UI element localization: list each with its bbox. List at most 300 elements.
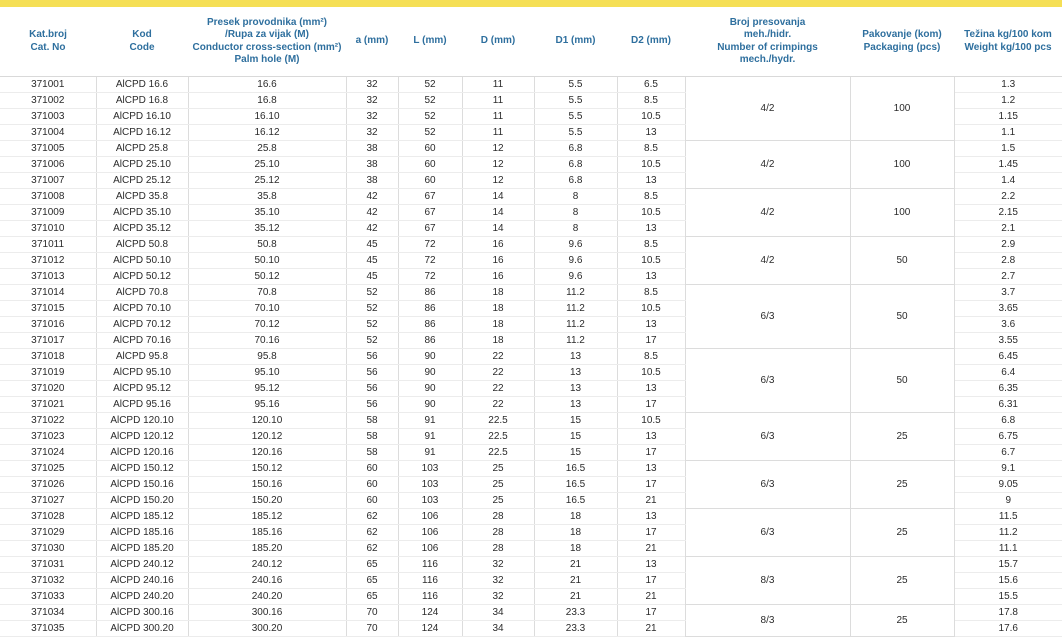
cross-section-cell: 95.12 [188, 381, 346, 397]
a-cell: 58 [346, 445, 398, 461]
d2-cell: 13 [617, 429, 685, 445]
l-cell: 60 [398, 157, 462, 173]
cat-no-cell: 371005 [0, 141, 96, 157]
cat-no-cell: 371010 [0, 221, 96, 237]
cross-section-cell: 95.8 [188, 349, 346, 365]
d1-cell: 18 [534, 541, 617, 557]
d2-cell: 13 [617, 509, 685, 525]
d-cell: 11 [462, 77, 534, 93]
weight-cell: 11.2 [954, 525, 1062, 541]
d1-cell: 6.8 [534, 173, 617, 189]
d1-cell: 11.2 [534, 317, 617, 333]
d2-cell: 8.5 [617, 189, 685, 205]
header-line: Kod [132, 29, 152, 40]
cross-section-cell: 16.8 [188, 93, 346, 109]
packaging-cell: 100 [850, 141, 954, 189]
header-d1 [534, 7, 617, 77]
d2-cell: 10.5 [617, 365, 685, 381]
weight-cell: 2.8 [954, 253, 1062, 269]
l-cell: 91 [398, 429, 462, 445]
d-cell: 25 [462, 477, 534, 493]
cat-no-cell: 371032 [0, 573, 96, 589]
cross-section-cell: 185.16 [188, 525, 346, 541]
cross-section-cell: 16.12 [188, 125, 346, 141]
d-cell: 32 [462, 557, 534, 573]
table-body [0, 77, 1062, 637]
d1-cell: 5.5 [534, 77, 617, 93]
l-cell: 106 [398, 541, 462, 557]
d2-cell: 13 [617, 125, 685, 141]
code-cell: AlCPD 240.16 [96, 573, 188, 589]
crimpings-cell: 4/2 [685, 141, 850, 189]
cross-section-cell: 300.20 [188, 621, 346, 637]
l-cell: 86 [398, 317, 462, 333]
d2-cell: 13 [617, 173, 685, 189]
d1-cell: 9.6 [534, 269, 617, 285]
code-cell: AlCPD 70.10 [96, 301, 188, 317]
cat-no-cell: 371009 [0, 205, 96, 221]
header-line: Weight kg/100 pcs [964, 41, 1052, 53]
l-cell: 116 [398, 573, 462, 589]
a-cell: 62 [346, 509, 398, 525]
d1-cell: 6.8 [534, 157, 617, 173]
d2-cell: 21 [617, 493, 685, 509]
cat-no-cell: 371029 [0, 525, 96, 541]
table-row [0, 141, 1062, 157]
cross-section-cell: 25.12 [188, 173, 346, 189]
a-cell: 42 [346, 205, 398, 221]
l-cell: 60 [398, 141, 462, 157]
d2-cell: 6.5 [617, 77, 685, 93]
d2-cell: 8.5 [617, 237, 685, 253]
cat-no-cell: 371021 [0, 397, 96, 413]
d1-cell: 23.3 [534, 621, 617, 637]
a-cell: 42 [346, 189, 398, 205]
d2-cell: 21 [617, 589, 685, 605]
header-line: Conductor cross-section (mm²) [192, 41, 342, 53]
table-row [0, 77, 1062, 93]
crimpings-cell: 8/3 [685, 605, 850, 637]
d2-cell: 13 [617, 221, 685, 237]
d1-cell: 16.5 [534, 477, 617, 493]
weight-cell: 3.55 [954, 333, 1062, 349]
d-cell: 16 [462, 237, 534, 253]
d2-cell: 17 [617, 573, 685, 589]
table-header-row [0, 7, 1062, 77]
weight-cell: 6.4 [954, 365, 1062, 381]
d-cell: 32 [462, 573, 534, 589]
a-cell: 56 [346, 397, 398, 413]
a-cell: 42 [346, 221, 398, 237]
weight-cell: 3.65 [954, 301, 1062, 317]
d-cell: 22.5 [462, 413, 534, 429]
d1-cell: 16.5 [534, 461, 617, 477]
l-cell: 72 [398, 253, 462, 269]
d-cell: 16 [462, 253, 534, 269]
crimpings-cell: 6/3 [685, 349, 850, 413]
l-cell: 60 [398, 173, 462, 189]
header-line: Palm hole (M) [234, 54, 300, 65]
weight-cell: 6.31 [954, 397, 1062, 413]
table-row [0, 605, 1062, 621]
code-cell: AlCPD 50.8 [96, 237, 188, 253]
cross-section-cell: 95.10 [188, 365, 346, 381]
cross-section-cell: 50.12 [188, 269, 346, 285]
d-cell: 28 [462, 541, 534, 557]
d-cell: 22 [462, 381, 534, 397]
code-cell: AlCPD 25.12 [96, 173, 188, 189]
code-cell: AlCPD 185.20 [96, 541, 188, 557]
d1-cell: 5.5 [534, 125, 617, 141]
d-cell: 28 [462, 525, 534, 541]
l-cell: 86 [398, 285, 462, 301]
cat-no-cell: 371015 [0, 301, 96, 317]
cross-section-cell: 16.10 [188, 109, 346, 125]
d1-cell: 11.2 [534, 301, 617, 317]
product-table [0, 7, 1062, 637]
header-line: Broj presovanja [729, 16, 806, 28]
cat-no-cell: 371006 [0, 157, 96, 173]
code-cell: AlCPD 16.6 [96, 77, 188, 93]
a-cell: 56 [346, 381, 398, 397]
code-cell: AlCPD 16.12 [96, 125, 188, 141]
header-line: D2 (mm) [630, 35, 671, 47]
code-cell: AlCPD 120.12 [96, 429, 188, 445]
cross-section-cell: 95.16 [188, 397, 346, 413]
header-line: Težina kg/100 kom [964, 29, 1052, 40]
l-cell: 52 [398, 109, 462, 125]
header-a [346, 7, 398, 77]
d-cell: 22 [462, 365, 534, 381]
code-cell: AlCPD 300.20 [96, 621, 188, 637]
d-cell: 12 [462, 173, 534, 189]
d-cell: 14 [462, 189, 534, 205]
packaging-cell: 50 [850, 349, 954, 413]
code-cell: AlCPD 185.16 [96, 525, 188, 541]
code-cell: AlCPD 25.8 [96, 141, 188, 157]
d2-cell: 10.5 [617, 253, 685, 269]
cat-no-cell: 371007 [0, 173, 96, 189]
weight-cell: 2.2 [954, 189, 1062, 205]
code-cell: AlCPD 95.8 [96, 349, 188, 365]
crimpings-cell: 6/3 [685, 509, 850, 557]
l-cell: 90 [398, 397, 462, 413]
code-cell: AlCPD 240.12 [96, 557, 188, 573]
table-row [0, 509, 1062, 525]
cat-no-cell: 371025 [0, 461, 96, 477]
crimpings-cell: 6/3 [685, 285, 850, 349]
packaging-cell: 25 [850, 557, 954, 605]
code-cell: AlCPD 95.12 [96, 381, 188, 397]
a-cell: 58 [346, 429, 398, 445]
code-cell: AlCPD 70.16 [96, 333, 188, 349]
crimpings-cell: 8/3 [685, 557, 850, 605]
l-cell: 116 [398, 557, 462, 573]
weight-cell: 1.5 [954, 141, 1062, 157]
weight-cell: 1.1 [954, 125, 1062, 141]
cross-section-cell: 70.12 [188, 317, 346, 333]
d-cell: 18 [462, 285, 534, 301]
header-d2 [617, 7, 685, 77]
d2-cell: 13 [617, 317, 685, 333]
code-cell: AlCPD 35.12 [96, 221, 188, 237]
cross-section-cell: 240.16 [188, 573, 346, 589]
l-cell: 124 [398, 621, 462, 637]
l-cell: 86 [398, 301, 462, 317]
d1-cell: 15 [534, 429, 617, 445]
cross-section-cell: 300.16 [188, 605, 346, 621]
code-cell: AlCPD 120.10 [96, 413, 188, 429]
a-cell: 62 [346, 525, 398, 541]
crimpings-cell: 6/3 [685, 413, 850, 461]
a-cell: 38 [346, 141, 398, 157]
d2-cell: 21 [617, 621, 685, 637]
table-row [0, 189, 1062, 205]
header-line: Packaging (pcs) [863, 41, 941, 53]
d-cell: 14 [462, 221, 534, 237]
weight-cell: 9.1 [954, 461, 1062, 477]
d1-cell: 18 [534, 509, 617, 525]
d2-cell: 17 [617, 525, 685, 541]
cross-section-cell: 70.10 [188, 301, 346, 317]
cat-no-cell: 371008 [0, 189, 96, 205]
d1-cell: 13 [534, 381, 617, 397]
cat-no-cell: 371022 [0, 413, 96, 429]
d1-cell: 8 [534, 205, 617, 221]
d2-cell: 17 [617, 605, 685, 621]
code-cell: AlCPD 25.10 [96, 157, 188, 173]
d1-cell: 15 [534, 413, 617, 429]
d1-cell: 5.5 [534, 93, 617, 109]
cat-no-cell: 371013 [0, 269, 96, 285]
code-cell: AlCPD 70.12 [96, 317, 188, 333]
l-cell: 103 [398, 477, 462, 493]
code-cell: AlCPD 35.8 [96, 189, 188, 205]
code-cell: AlCPD 120.16 [96, 445, 188, 461]
weight-cell: 2.9 [954, 237, 1062, 253]
cat-no-cell: 371030 [0, 541, 96, 557]
packaging-cell: 100 [850, 189, 954, 237]
cat-no-cell: 371027 [0, 493, 96, 509]
weight-cell: 1.45 [954, 157, 1062, 173]
l-cell: 67 [398, 221, 462, 237]
d-cell: 25 [462, 461, 534, 477]
header-line: a (mm) [355, 35, 389, 47]
header-line: Presek provodnika (mm²) [206, 16, 328, 28]
d1-cell: 11.2 [534, 285, 617, 301]
l-cell: 106 [398, 509, 462, 525]
d2-cell: 13 [617, 557, 685, 573]
l-cell: 52 [398, 77, 462, 93]
weight-cell: 1.4 [954, 173, 1062, 189]
header-line: Pakovanje (kom) [862, 29, 942, 40]
crimpings-cell: 4/2 [685, 237, 850, 285]
d2-cell: 8.5 [617, 141, 685, 157]
d2-cell: 10.5 [617, 109, 685, 125]
d2-cell: 21 [617, 541, 685, 557]
cross-section-cell: 120.16 [188, 445, 346, 461]
top-accent-bar [0, 0, 1062, 7]
l-cell: 52 [398, 125, 462, 141]
packaging-cell: 100 [850, 77, 954, 141]
cross-section-cell: 70.16 [188, 333, 346, 349]
weight-cell: 9.05 [954, 477, 1062, 493]
cross-section-cell: 150.20 [188, 493, 346, 509]
d1-cell: 9.6 [534, 237, 617, 253]
cross-section-cell: 150.12 [188, 461, 346, 477]
a-cell: 45 [346, 269, 398, 285]
d2-cell: 13 [617, 381, 685, 397]
packaging-cell: 50 [850, 237, 954, 285]
a-cell: 60 [346, 477, 398, 493]
d1-cell: 21 [534, 557, 617, 573]
cross-section-cell: 16.6 [188, 77, 346, 93]
code-cell: AlCPD 150.20 [96, 493, 188, 509]
a-cell: 60 [346, 493, 398, 509]
weight-cell: 9 [954, 493, 1062, 509]
a-cell: 56 [346, 349, 398, 365]
d2-cell: 17 [617, 445, 685, 461]
d2-cell: 13 [617, 461, 685, 477]
weight-cell: 6.45 [954, 349, 1062, 365]
d1-cell: 23.3 [534, 605, 617, 621]
d1-cell: 21 [534, 573, 617, 589]
weight-cell: 6.8 [954, 413, 1062, 429]
a-cell: 38 [346, 157, 398, 173]
weight-cell: 1.15 [954, 109, 1062, 125]
cross-section-cell: 185.20 [188, 541, 346, 557]
a-cell: 45 [346, 237, 398, 253]
d-cell: 18 [462, 317, 534, 333]
header-line: D1 (mm) [555, 35, 596, 47]
code-cell: AlCPD 16.10 [96, 109, 188, 125]
weight-cell: 15.6 [954, 573, 1062, 589]
code-cell: AlCPD 95.10 [96, 365, 188, 381]
header-line: Number of crimpings [717, 41, 818, 53]
weight-cell: 1.2 [954, 93, 1062, 109]
d-cell: 11 [462, 93, 534, 109]
weight-cell: 3.7 [954, 285, 1062, 301]
a-cell: 38 [346, 173, 398, 189]
header-line: /Rupa za vijak (M) [225, 29, 309, 40]
d-cell: 18 [462, 301, 534, 317]
cat-no-cell: 371011 [0, 237, 96, 253]
d1-cell: 18 [534, 525, 617, 541]
l-cell: 103 [398, 461, 462, 477]
cat-no-cell: 371014 [0, 285, 96, 301]
d-cell: 16 [462, 269, 534, 285]
cross-section-cell: 25.8 [188, 141, 346, 157]
table-row [0, 461, 1062, 477]
packaging-cell: 25 [850, 509, 954, 557]
header-line: Code [129, 41, 155, 53]
a-cell: 32 [346, 93, 398, 109]
weight-cell: 15.5 [954, 589, 1062, 605]
cat-no-cell: 371003 [0, 109, 96, 125]
header-line: meh./hidr. [743, 29, 792, 40]
l-cell: 91 [398, 445, 462, 461]
weight-cell: 2.1 [954, 221, 1062, 237]
d2-cell: 17 [617, 333, 685, 349]
d2-cell: 8.5 [617, 349, 685, 365]
header-crimpings [685, 7, 850, 77]
header-code [96, 7, 188, 77]
code-cell: AlCPD 35.10 [96, 205, 188, 221]
d1-cell: 15 [534, 445, 617, 461]
l-cell: 90 [398, 381, 462, 397]
header-line: Cat. No [30, 41, 66, 53]
cross-section-cell: 25.10 [188, 157, 346, 173]
l-cell: 72 [398, 269, 462, 285]
a-cell: 65 [346, 573, 398, 589]
crimpings-cell: 6/3 [685, 461, 850, 509]
l-cell: 67 [398, 189, 462, 205]
d-cell: 14 [462, 205, 534, 221]
code-cell: AlCPD 185.12 [96, 509, 188, 525]
d2-cell: 17 [617, 477, 685, 493]
d1-cell: 11.2 [534, 333, 617, 349]
d-cell: 12 [462, 157, 534, 173]
a-cell: 65 [346, 557, 398, 573]
header-packaging [850, 7, 954, 77]
code-cell: AlCPD 50.12 [96, 269, 188, 285]
cross-section-cell: 35.10 [188, 205, 346, 221]
d1-cell: 5.5 [534, 109, 617, 125]
cat-no-cell: 371023 [0, 429, 96, 445]
d2-cell: 17 [617, 397, 685, 413]
table-row [0, 413, 1062, 429]
d1-cell: 9.6 [534, 253, 617, 269]
cat-no-cell: 371018 [0, 349, 96, 365]
weight-cell: 15.7 [954, 557, 1062, 573]
l-cell: 103 [398, 493, 462, 509]
code-cell: AlCPD 70.8 [96, 285, 188, 301]
weight-cell: 6.35 [954, 381, 1062, 397]
d-cell: 18 [462, 333, 534, 349]
cat-no-cell: 371016 [0, 317, 96, 333]
a-cell: 45 [346, 253, 398, 269]
header-line: Kat.broj [29, 29, 67, 40]
weight-cell: 2.15 [954, 205, 1062, 221]
a-cell: 58 [346, 413, 398, 429]
code-cell: AlCPD 150.12 [96, 461, 188, 477]
d1-cell: 21 [534, 589, 617, 605]
header-line: L (mm) [413, 35, 447, 47]
d-cell: 25 [462, 493, 534, 509]
table-row [0, 557, 1062, 573]
d-cell: 22.5 [462, 445, 534, 461]
cat-no-cell: 371035 [0, 621, 96, 637]
cat-no-cell: 371033 [0, 589, 96, 605]
cat-no-cell: 371020 [0, 381, 96, 397]
cat-no-cell: 371017 [0, 333, 96, 349]
a-cell: 56 [346, 365, 398, 381]
l-cell: 124 [398, 605, 462, 621]
d-cell: 34 [462, 621, 534, 637]
code-cell: AlCPD 50.10 [96, 253, 188, 269]
d-cell: 11 [462, 109, 534, 125]
weight-cell: 2.7 [954, 269, 1062, 285]
code-cell: AlCPD 300.16 [96, 605, 188, 621]
d-cell: 32 [462, 589, 534, 605]
code-cell: AlCPD 240.20 [96, 589, 188, 605]
d1-cell: 16.5 [534, 493, 617, 509]
weight-cell: 1.3 [954, 77, 1062, 93]
weight-cell: 6.7 [954, 445, 1062, 461]
a-cell: 32 [346, 77, 398, 93]
cat-no-cell: 371024 [0, 445, 96, 461]
weight-cell: 17.8 [954, 605, 1062, 621]
